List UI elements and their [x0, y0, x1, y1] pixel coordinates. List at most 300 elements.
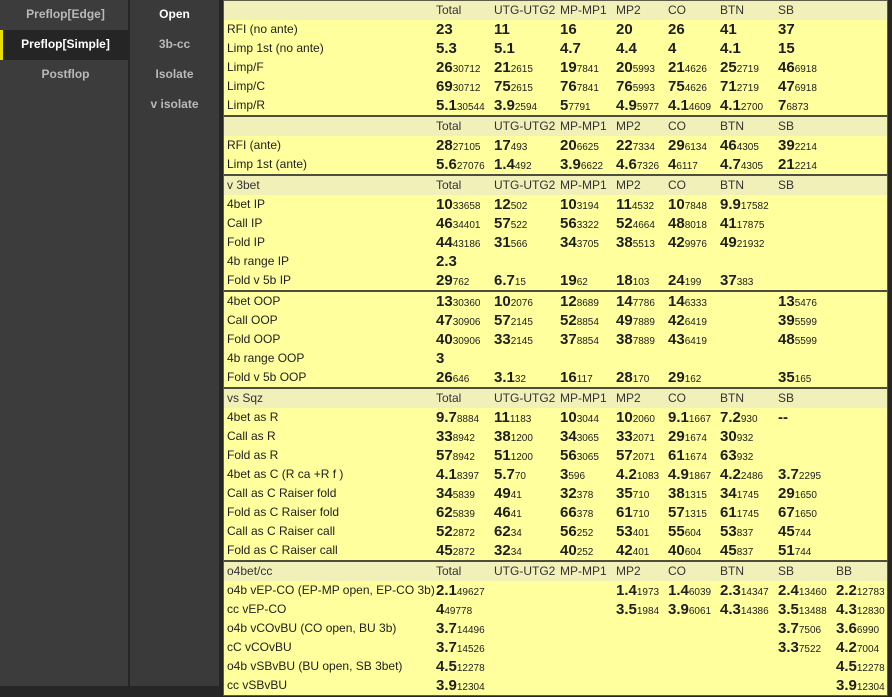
stat-value: 3.9: [560, 156, 581, 173]
stat-value: 66: [560, 504, 577, 521]
stat-value: 3.1: [494, 369, 515, 386]
column-header: MP-MP1: [560, 564, 607, 578]
stat-cell[interactable]: [836, 600, 885, 619]
stat-cell[interactable]: [616, 600, 659, 619]
stat-cell[interactable]: [436, 271, 469, 290]
stat-cell[interactable]: [560, 446, 599, 465]
stat-value: 9.1: [668, 409, 689, 426]
stat-cell[interactable]: [668, 271, 701, 290]
stat-cell[interactable]: [668, 368, 701, 387]
sample-size: 12304: [856, 682, 885, 693]
stat-cell[interactable]: [778, 541, 811, 560]
column-header: MP-MP1: [560, 391, 607, 405]
nav-item-preflop-simple[interactable]: Preflop[Simple]: [0, 30, 128, 60]
sample-size: 4305: [736, 142, 759, 153]
stat-cell[interactable]: [616, 311, 655, 330]
stat-cell[interactable]: [836, 638, 879, 657]
sample-size: 33658: [452, 201, 481, 212]
column-header: CO: [668, 564, 686, 578]
stat-cell[interactable]: [436, 39, 457, 58]
tab-v-isolate[interactable]: v isolate: [150, 97, 199, 111]
stat-cell[interactable]: [836, 619, 879, 638]
sample-size: 710: [632, 509, 650, 520]
stat-cell[interactable]: [494, 58, 533, 77]
sample-size: 70: [514, 471, 526, 482]
stat-cell[interactable]: [778, 330, 817, 349]
stat-cell[interactable]: [616, 446, 655, 465]
column-header: Total: [436, 391, 462, 405]
stat-value: 49: [494, 485, 511, 502]
stat-value: 2.3: [720, 582, 741, 599]
stat-cell[interactable]: [494, 541, 522, 560]
stat-cell[interactable]: [616, 522, 649, 541]
stat-cell[interactable]: [668, 446, 707, 465]
stat-cell[interactable]: [668, 136, 707, 155]
column-header: MP2: [616, 3, 641, 17]
stat-value: 49: [720, 234, 737, 251]
stat-row: [224, 292, 887, 311]
stat-value: 38: [616, 331, 633, 348]
sample-size: 4626: [684, 64, 707, 75]
stat-value: 12: [560, 293, 577, 310]
stat-cell[interactable]: [616, 484, 649, 503]
stat-cell[interactable]: [494, 233, 527, 252]
stat-cell[interactable]: [616, 214, 655, 233]
sample-size: 13460: [798, 587, 827, 598]
stat-cell[interactable]: [778, 465, 821, 484]
stat-row: [224, 676, 887, 695]
stat-label: 4bet OOP: [227, 294, 281, 308]
stat-cell[interactable]: [560, 503, 593, 522]
stat-cell[interactable]: [560, 330, 599, 349]
stat-cell[interactable]: [494, 39, 515, 58]
stat-cell[interactable]: [436, 446, 475, 465]
stat-cell[interactable]: [560, 58, 599, 77]
stat-cell[interactable]: [494, 522, 522, 541]
column-header: Total: [436, 119, 462, 133]
stat-value: 7.2: [720, 409, 741, 426]
stat-cell[interactable]: [720, 427, 753, 446]
stat-cell[interactable]: [436, 503, 475, 522]
stat-cell[interactable]: [668, 96, 711, 115]
stat-row: [224, 77, 887, 96]
stat-cell[interactable]: [560, 522, 593, 541]
stat-cell[interactable]: [436, 292, 481, 311]
stat-cell[interactable]: [616, 408, 655, 427]
stat-cell[interactable]: [436, 600, 472, 619]
sample-size: 2214: [794, 161, 817, 172]
stat-cell[interactable]: [720, 541, 753, 560]
stat-cell[interactable]: [836, 676, 885, 695]
sample-size: 6419: [684, 317, 707, 328]
stat-cell[interactable]: [778, 136, 817, 155]
stats-section: [223, 560, 888, 696]
tab-open[interactable]: Open: [159, 7, 190, 21]
stat-row: [224, 271, 887, 290]
stat-cell[interactable]: [436, 252, 457, 271]
stat-cell[interactable]: [778, 311, 817, 330]
stat-value: 46: [720, 137, 737, 154]
stat-cell[interactable]: [668, 214, 707, 233]
stat-cell[interactable]: [720, 408, 758, 427]
column-header: MP2: [616, 178, 641, 192]
stat-cell[interactable]: [778, 20, 795, 39]
stat-cell[interactable]: [668, 20, 685, 39]
stat-cell[interactable]: [616, 292, 655, 311]
stat-value: 4.5: [436, 658, 457, 675]
stat-cell[interactable]: [436, 541, 475, 560]
sample-size: 49627: [456, 587, 485, 598]
stat-value: 4.6: [616, 156, 637, 173]
nav-item-postflop[interactable]: Postflop: [41, 67, 90, 81]
stat-value: 20: [616, 21, 633, 38]
sample-size: 6990: [856, 625, 880, 636]
stat-value: 22: [616, 137, 633, 154]
stat-cell[interactable]: [720, 195, 769, 214]
stat-cell[interactable]: [436, 195, 481, 214]
column-header: UTG-UTG2: [494, 178, 556, 192]
stat-value: 12: [494, 196, 511, 213]
stat-cell[interactable]: [616, 330, 655, 349]
stat-cell[interactable]: [668, 503, 707, 522]
stat-label: Call IP: [227, 216, 263, 230]
stat-cell[interactable]: [720, 600, 769, 619]
stat-value: 33: [436, 428, 453, 445]
stat-value: 5.1: [494, 40, 515, 57]
stat-cell[interactable]: [494, 292, 533, 311]
stat-row: [224, 427, 887, 446]
stat-value: 4.1: [720, 97, 741, 114]
stat-label: cC vCOvBU: [227, 640, 292, 654]
sample-size: 117: [576, 374, 593, 385]
stat-cell[interactable]: [494, 465, 526, 484]
stat-cell[interactable]: [616, 58, 655, 77]
stat-cell[interactable]: [778, 58, 817, 77]
stat-cell[interactable]: [778, 619, 821, 638]
column-header: UTG-UTG2: [494, 119, 556, 133]
tab-3b-cc[interactable]: 3b-cc: [158, 37, 191, 51]
sample-size: 2872: [452, 547, 475, 558]
sample-size: 43186: [452, 239, 481, 250]
stat-cell[interactable]: [668, 311, 707, 330]
stat-cell[interactable]: [720, 503, 759, 522]
stat-value: 10: [616, 409, 633, 426]
stat-row: [224, 581, 887, 600]
stat-cell[interactable]: [436, 20, 453, 39]
stat-cell[interactable]: [668, 541, 701, 560]
stat-cell[interactable]: [668, 330, 707, 349]
stat-value: 32: [560, 485, 577, 502]
stat-cell[interactable]: [616, 271, 649, 290]
sample-size: 1183: [509, 414, 532, 425]
column-header: BTN: [720, 3, 744, 17]
stat-cell[interactable]: [616, 195, 654, 214]
sample-size: 6039: [688, 587, 712, 598]
stat-cell[interactable]: [560, 233, 599, 252]
sample-size: 30906: [452, 317, 481, 328]
stat-value: 57: [494, 215, 511, 232]
column-header: BTN: [720, 564, 744, 578]
stat-cell[interactable]: [436, 214, 481, 233]
stat-cell[interactable]: [436, 408, 479, 427]
stat-cell[interactable]: [560, 20, 577, 39]
stat-value: 11: [616, 196, 632, 213]
column-header: SB: [778, 178, 795, 192]
stat-cell[interactable]: [560, 214, 599, 233]
stat-cell[interactable]: [436, 155, 485, 174]
stat-cell[interactable]: [616, 233, 655, 252]
stat-cell[interactable]: [778, 96, 809, 115]
stat-value: 28: [616, 369, 633, 386]
stat-value: 3.7: [436, 639, 457, 656]
stat-cell[interactable]: [616, 20, 633, 39]
sample-size: 2719: [736, 64, 759, 75]
stat-value: 5.1: [436, 97, 457, 114]
stat-cell[interactable]: [668, 195, 707, 214]
stat-label: Call as C Raiser fold: [227, 486, 337, 500]
stat-cell[interactable]: [778, 292, 817, 311]
stat-cell[interactable]: [436, 484, 475, 503]
sample-size: 596: [568, 471, 586, 482]
stat-value: 31: [494, 234, 511, 251]
stat-value: 3.7: [436, 620, 457, 637]
stat-value: 69: [436, 78, 453, 95]
stat-cell[interactable]: [616, 77, 655, 96]
stat-cell[interactable]: [494, 311, 533, 330]
stat-cell[interactable]: [616, 136, 655, 155]
stat-cell[interactable]: [668, 427, 707, 446]
stat-cell[interactable]: [436, 77, 481, 96]
sample-size: 762: [452, 277, 470, 288]
sample-size: 13488: [798, 606, 827, 617]
stat-value: 4: [668, 156, 677, 173]
stat-cell[interactable]: [560, 155, 603, 174]
stat-cell[interactable]: [668, 233, 707, 252]
stat-cell[interactable]: [560, 136, 599, 155]
stat-cell[interactable]: [720, 155, 763, 174]
sample-size: 493: [510, 142, 528, 153]
stat-cell[interactable]: [436, 330, 481, 349]
stat-cell[interactable]: [436, 311, 481, 330]
stat-cell[interactable]: [560, 311, 599, 330]
sample-size: 8854: [576, 317, 599, 328]
stat-cell[interactable]: [720, 581, 769, 600]
stat-cell[interactable]: [668, 408, 711, 427]
stat-value: 51: [778, 542, 795, 559]
stat-value: 5.7: [494, 466, 515, 483]
stat-cell[interactable]: [560, 39, 581, 58]
stat-cell[interactable]: [668, 58, 707, 77]
stat-cell[interactable]: [778, 484, 817, 503]
stat-cell[interactable]: [778, 522, 811, 541]
stat-cell[interactable]: [778, 638, 821, 657]
stat-value: 1.4: [616, 582, 637, 599]
column-header: CO: [668, 119, 686, 133]
stat-cell[interactable]: [720, 20, 737, 39]
stat-cell[interactable]: [668, 155, 698, 174]
stat-value: 34: [720, 485, 737, 502]
stat-cell[interactable]: [616, 155, 659, 174]
stat-cell[interactable]: [436, 619, 485, 638]
stat-cell[interactable]: [436, 522, 475, 541]
sample-size: 6873: [786, 102, 809, 113]
stat-cell[interactable]: [436, 465, 479, 484]
stat-cell[interactable]: [436, 96, 485, 115]
stat-cell[interactable]: [616, 581, 659, 600]
stat-cell[interactable]: [668, 292, 707, 311]
stat-value: 57: [494, 312, 511, 329]
stat-row: [224, 408, 887, 427]
stat-value: 56: [560, 215, 577, 232]
stat-cell[interactable]: [436, 233, 481, 252]
stat-cell[interactable]: [720, 96, 763, 115]
stat-cell[interactable]: [494, 96, 537, 115]
stats-section: [223, 174, 888, 291]
stat-cell[interactable]: [494, 20, 510, 39]
stat-cell[interactable]: [836, 657, 885, 676]
stat-value: 2.1: [436, 582, 457, 599]
stat-cell[interactable]: [436, 368, 469, 387]
stat-cell[interactable]: [494, 446, 533, 465]
stat-cell[interactable]: [560, 292, 599, 311]
stat-cell[interactable]: [720, 446, 753, 465]
stat-cell[interactable]: [436, 676, 485, 695]
stat-cell[interactable]: [720, 484, 759, 503]
tab-isolate[interactable]: Isolate: [155, 67, 194, 81]
stat-cell[interactable]: [616, 368, 649, 387]
stat-cell[interactable]: [494, 271, 526, 290]
stat-cell[interactable]: [494, 368, 526, 387]
stat-cell[interactable]: [494, 484, 522, 503]
nav-item-preflop-edge[interactable]: Preflop[Edge]: [26, 7, 105, 21]
stat-value: 40: [436, 331, 453, 348]
stat-cell[interactable]: [436, 136, 481, 155]
sample-size: 27105: [452, 142, 481, 153]
stat-cell[interactable]: [494, 195, 527, 214]
stat-cell[interactable]: [560, 195, 599, 214]
stat-cell[interactable]: [778, 600, 827, 619]
stat-cell[interactable]: [720, 233, 765, 252]
stat-cell[interactable]: [494, 155, 532, 174]
stat-cell[interactable]: [616, 39, 637, 58]
stat-cell[interactable]: [720, 77, 759, 96]
stat-cell[interactable]: [560, 77, 599, 96]
stat-cell[interactable]: [778, 368, 811, 387]
stat-value: 5.6: [436, 156, 457, 173]
stat-cell[interactable]: [560, 427, 599, 446]
stat-cell[interactable]: [494, 214, 527, 233]
sample-size: 4532: [631, 201, 655, 212]
stat-cell[interactable]: [668, 581, 711, 600]
stat-cell[interactable]: [436, 58, 481, 77]
sample-size: 170: [632, 374, 650, 385]
stat-cell[interactable]: [560, 96, 591, 115]
stat-value: 10: [494, 293, 511, 310]
stat-cell[interactable]: [436, 638, 485, 657]
stat-cell[interactable]: [616, 503, 649, 522]
sample-size: 41: [510, 509, 522, 520]
stat-cell[interactable]: [494, 330, 533, 349]
stat-cell[interactable]: [494, 503, 522, 522]
sample-size: 30712: [452, 64, 481, 75]
stat-cell[interactable]: [720, 214, 765, 233]
stat-value: 26: [436, 59, 453, 76]
stat-cell[interactable]: [668, 522, 701, 541]
stat-cell[interactable]: [668, 600, 711, 619]
stat-cell[interactable]: [668, 39, 676, 58]
stat-cell[interactable]: [668, 465, 711, 484]
stat-cell[interactable]: [560, 484, 593, 503]
stat-cell[interactable]: [836, 581, 885, 600]
stat-value: 56: [560, 523, 577, 540]
stat-cell[interactable]: [436, 427, 475, 446]
sample-size: 1867: [688, 471, 712, 482]
stat-value: 53: [616, 523, 633, 540]
stat-cell[interactable]: [436, 581, 485, 600]
stat-cell[interactable]: [616, 465, 659, 484]
column-header: CO: [668, 3, 686, 17]
stat-cell[interactable]: [778, 408, 788, 427]
stat-cell[interactable]: [720, 39, 741, 58]
stat-cell[interactable]: [720, 271, 753, 290]
sample-size: 1674: [684, 452, 707, 463]
stat-cell[interactable]: [778, 503, 817, 522]
stat-cell[interactable]: [778, 39, 795, 58]
stat-cell[interactable]: [494, 408, 531, 427]
stat-cell[interactable]: [560, 408, 599, 427]
stat-value: 10: [560, 409, 577, 426]
stat-cell[interactable]: [616, 96, 659, 115]
stat-value: 3.9: [836, 677, 857, 694]
stats-section: [223, 387, 888, 561]
stat-cell[interactable]: [778, 77, 817, 96]
stat-cell[interactable]: [436, 349, 444, 368]
stat-cell[interactable]: [668, 77, 707, 96]
stat-row: [224, 96, 887, 115]
stat-cell[interactable]: [560, 368, 593, 387]
stat-cell[interactable]: [720, 136, 759, 155]
stat-cell[interactable]: [720, 58, 759, 77]
stat-cell[interactable]: [494, 77, 533, 96]
stat-cell[interactable]: [616, 427, 655, 446]
stat-value: 62: [494, 523, 511, 540]
stat-cell[interactable]: [494, 427, 533, 446]
stat-cell[interactable]: [560, 271, 588, 290]
sample-size: 1745: [736, 509, 759, 520]
section-header-row: [224, 176, 887, 195]
stat-value: 34: [560, 234, 577, 251]
stat-cell[interactable]: [616, 541, 649, 560]
sample-size: 4609: [688, 102, 712, 113]
sample-size: 2700: [740, 102, 764, 113]
sample-size: 2615: [510, 64, 533, 75]
sample-size: 1200: [510, 433, 533, 444]
stat-cell[interactable]: [436, 657, 485, 676]
sample-size: 2719: [736, 83, 759, 94]
stat-cell[interactable]: [668, 484, 707, 503]
stat-cell[interactable]: [720, 465, 763, 484]
column-header: UTG-UTG2: [494, 3, 556, 17]
stat-cell[interactable]: [778, 155, 817, 174]
stat-cell[interactable]: [560, 541, 593, 560]
stat-cell[interactable]: [494, 136, 527, 155]
stat-cell[interactable]: [720, 522, 753, 541]
stat-cell[interactable]: [560, 465, 585, 484]
sample-size: 1650: [794, 490, 817, 501]
stat-label: 4b range IP: [227, 254, 290, 268]
section-title: o4bet/cc: [227, 564, 273, 578]
stat-cell[interactable]: [778, 581, 827, 600]
